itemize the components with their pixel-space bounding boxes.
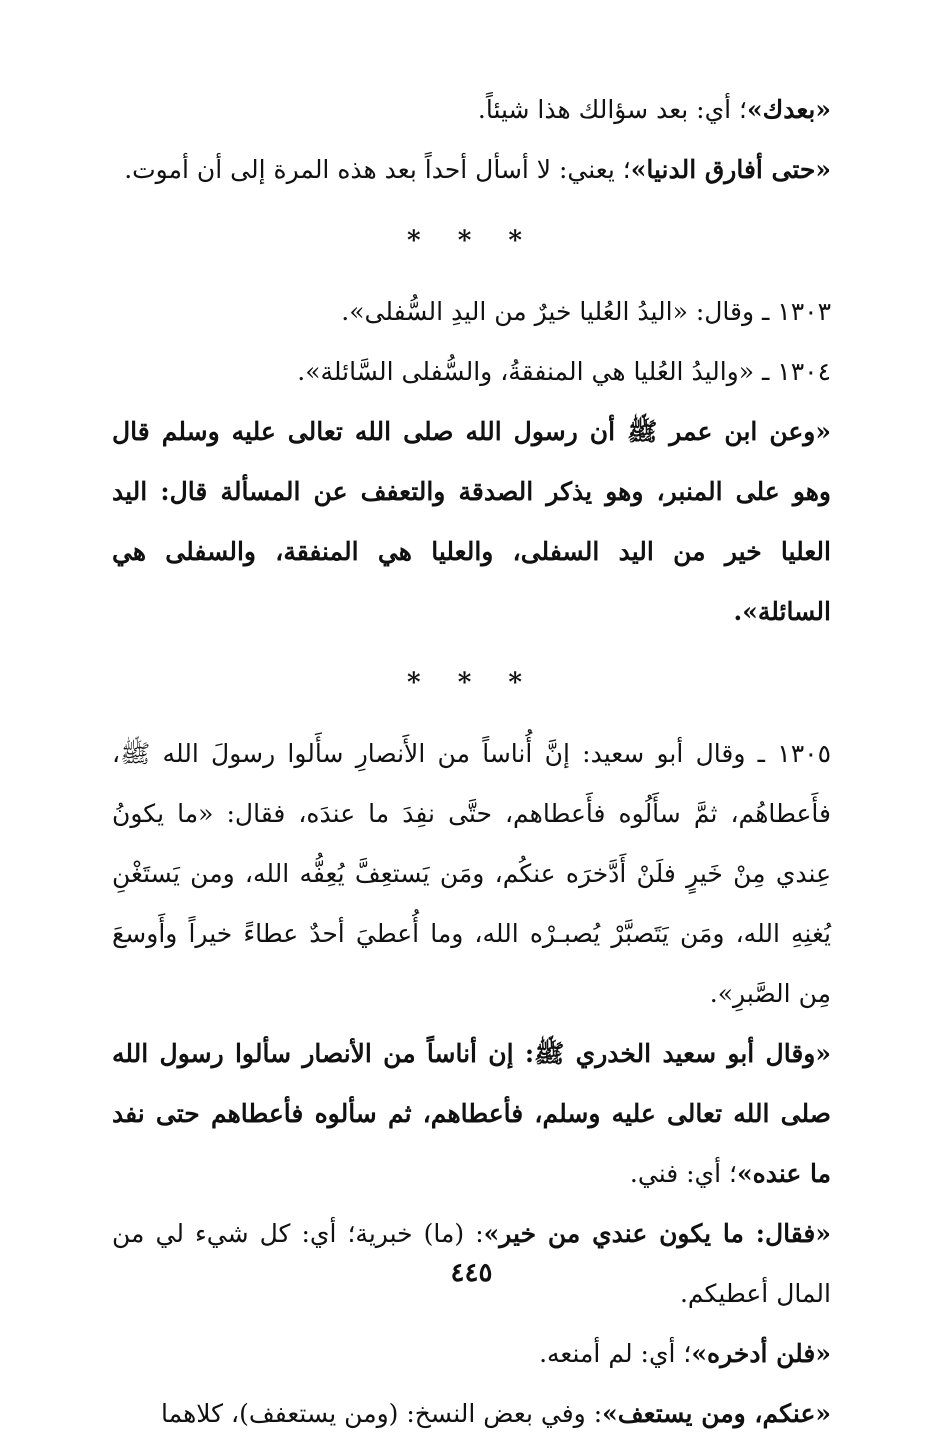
hadith-1305 [112,724,831,1024]
quoted-term: «فلن أدخره» [691,1339,831,1368]
quoted-term: «عنكم، ومن يستعف» [602,1399,831,1428]
quoted-term: «حتى أفارق الدنيا» [630,155,831,184]
hadith-text: ١٣٠٤ ـ «واليدُ العُليا هي المنفقةُ، والسُّفلى السَّائلة». [297,357,831,386]
section-separator: * * * [407,668,536,698]
hadith-text: ١٣٠٥ ـ وقال أبو سعيد: إنَّ أُناساً من الأَنصارِ سأَلوا رسولَ الله ﷺ، فأَعطاهُم، ثمَّ سأَلُوه فأَعطاهم، حتَّى نفِدَ ما عندَه، فقال: «ما يكونُ عِندي مِنْ خَيرٍ فلَنْ أَدَّخرَه عنكُم، ومَن يَستعِفَّ يُعِفُّه الله، ومن يَستَغْنِ يُغنِهِ الله، ومَن يَتَصبَّرْ يُصبـرْه الله، وما أُعطيَ أحدٌ عطاءً خيراً وأَوسعَ مِن الصَّبرِ». [112,739,831,1008]
hadith-1304 [112,342,831,402]
commentary-text: : وفي بعض النسخ: (ومن يستعفف)، كلاهما [161,1399,603,1428]
commentary-fa-lan [112,1324,831,1384]
quoted-term: «وعن ابن عمر ﷺ أن رسول الله صلى الله تعالى عليه وسلم قال وهو على المنبر، وهو يذكر الصدقة والتعفف عن المسألة قال: اليد العليا خير من اليد السفلى، والعليا هي المنفقة، والسفلى هي السائلة». [112,417,831,626]
commentary-text: ؛ أي: لم أمنعه. [539,1339,692,1368]
commentary-text: : (ما) خبرية؛ أي: كل شيء لي من المال أعطيكم. [112,1219,831,1308]
hadith-text: ١٣٠٣ ـ وقال: «اليدُ العُليا خيرٌ من اليدِ السُّفلى». [341,297,831,326]
commentary-ankum [112,1384,831,1444]
page-number: ٤٤٥ [450,1258,493,1288]
commentary-text: ؛ يعني: لا أسأل أحداً بعد هذه المرة إلى أن أموت. [124,155,631,184]
commentary-abu-said [112,1024,831,1204]
paragraph-2 [112,140,831,200]
section-separator: * * * [407,226,536,256]
commentary-text: ؛ أي: بعد سؤالك هذا شيئاً. [477,95,747,124]
commentary-ibn-umar [112,402,831,642]
quoted-term: «بعدك» [747,95,831,124]
quoted-term: «فقال: ما يكون عندي من خير» [483,1219,831,1248]
quoted-term: «وقال أبو سعيد الخدري ﷺ: إن أناساً من الأنصار سألوا رسول الله صلى الله تعالى عليه وسلم، فأعطاهم، ثم سألوه فأعطاهم حتى نفد ما عنده» [112,1039,831,1188]
hadith-1303 [112,282,831,342]
paragraph-1 [112,80,831,140]
commentary-text: ؛ أي: فني. [629,1159,737,1188]
